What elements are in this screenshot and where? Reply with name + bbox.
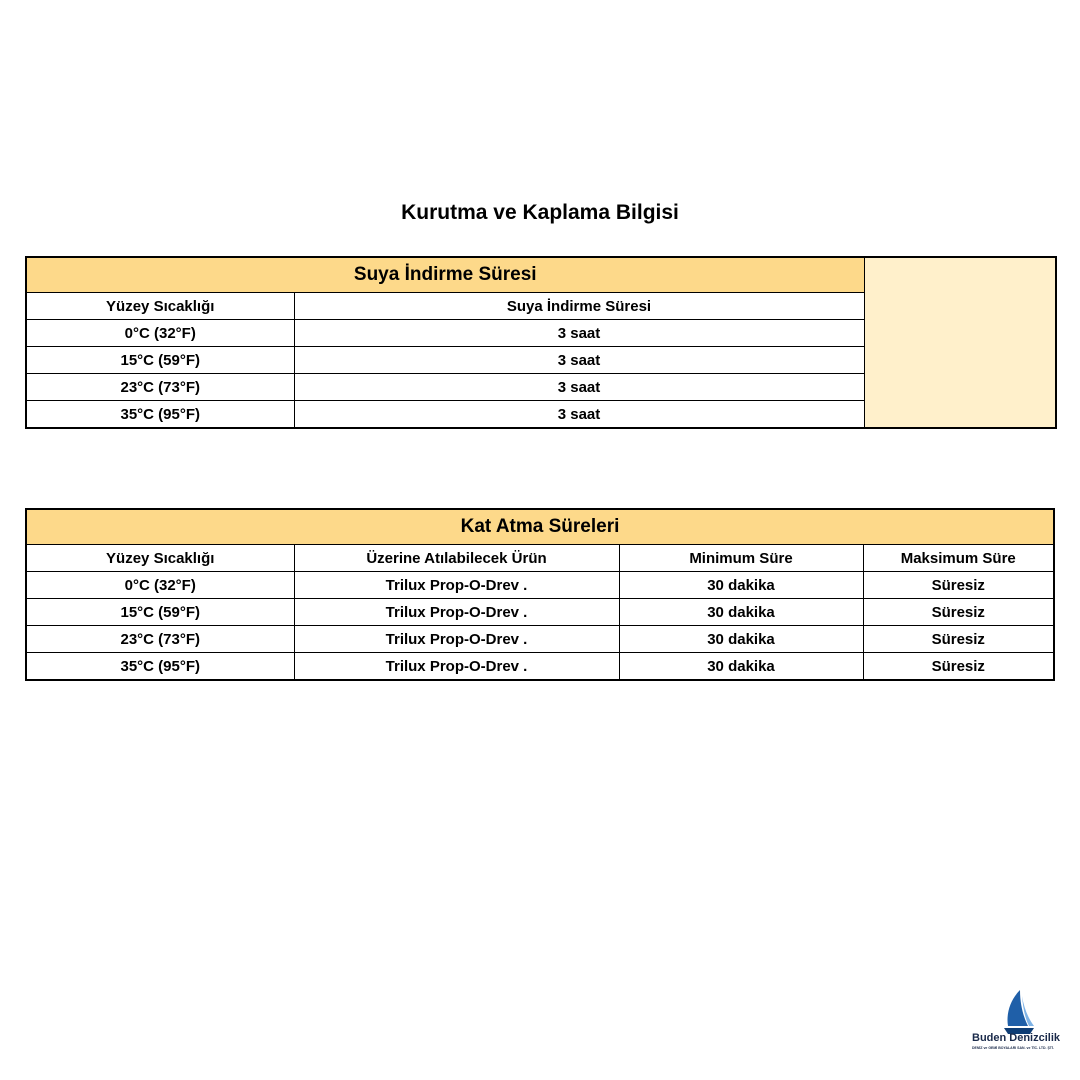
table-row [26,653,1054,681]
table-row [26,572,1054,599]
temperature-cell: 35°C (95°F) [26,401,294,429]
column-header-temperature: Yüzey Sıcaklığı [26,293,294,320]
temperature-cell: 15°C (59°F) [26,347,294,374]
column-header-minimum: Minimum Süre [619,545,863,572]
launch-time-cell: 3 saat [294,401,864,429]
product-cell: Trilux Prop-O-Drev . [294,626,619,653]
table-row [26,626,1054,653]
maximum-cell: Süresiz [863,572,1054,599]
temperature-cell: 0°C (32°F) [26,320,294,347]
product-cell: Trilux Prop-O-Drev . [294,653,619,681]
column-header-temperature: Yüzey Sıcaklığı [26,545,294,572]
logo-subtitle: DENİZ ve GEMİ BOYALARI SAN. ve TİC. LTD. ŞTİ. [972,1046,1054,1050]
temperature-cell: 0°C (32°F) [26,572,294,599]
minimum-cell: 30 dakika [619,653,863,681]
minimum-cell: 30 dakika [619,599,863,626]
minimum-cell: 30 dakika [619,626,863,653]
launch-table-header: Suya İndirme Süresi [26,257,864,293]
column-header-launch-time: Suya İndirme Süresi [294,293,864,320]
product-cell: Trilux Prop-O-Drev . [294,572,619,599]
temperature-cell: 15°C (59°F) [26,599,294,626]
logo-name: Buden Denizcilik [972,1032,1061,1044]
page-title: Kurutma ve Kaplama Bilgisi [401,201,679,224]
launch-time-cell: 3 saat [294,347,864,374]
sail-icon [998,990,1038,1034]
side-block [864,257,1056,428]
product-cell: Trilux Prop-O-Drev . [294,599,619,626]
maximum-cell: Süresiz [863,653,1054,681]
company-logo [970,990,1070,1065]
table-row [26,599,1054,626]
overcoat-time-table [25,508,1055,681]
launch-time-cell: 3 saat [294,374,864,401]
overcoat-table-header: Kat Atma Süreleri [26,509,1054,545]
launch-time-cell: 3 saat [294,320,864,347]
temperature-cell: 35°C (95°F) [26,653,294,681]
column-header-product: Üzerine Atılabilecek Ürün [294,545,619,572]
maximum-cell: Süresiz [863,599,1054,626]
minimum-cell: 30 dakika [619,572,863,599]
temperature-cell: 23°C (73°F) [26,626,294,653]
maximum-cell: Süresiz [863,626,1054,653]
temperature-cell: 23°C (73°F) [26,374,294,401]
column-header-maximum: Maksimum Süre [863,545,1054,572]
launch-time-table [25,256,1057,429]
